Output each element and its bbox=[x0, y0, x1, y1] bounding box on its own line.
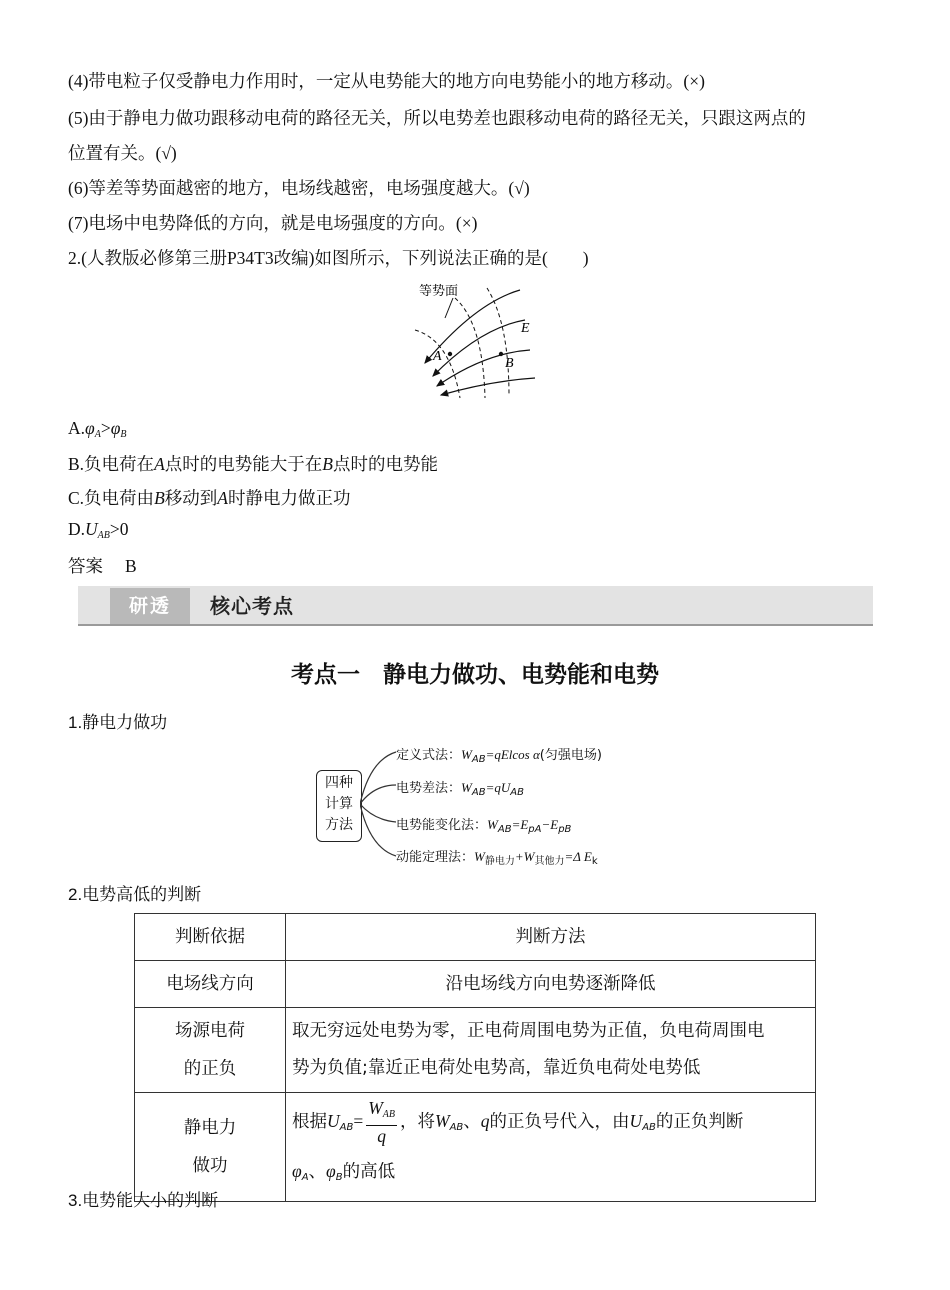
e-label: E bbox=[521, 321, 530, 336]
option-a: $A.\varphi_A>\varphi_B$ bbox=[68, 418, 127, 440]
point-a bbox=[448, 352, 452, 356]
equipotential-arc bbox=[415, 330, 460, 398]
judgment-7: (7)电场中电势降低的方向，就是电场强度的方向。(×) bbox=[68, 213, 478, 233]
equipotential-arc bbox=[487, 288, 509, 396]
potential-judgment-table bbox=[134, 913, 816, 1202]
table-cell: 静电力 做功 bbox=[135, 1093, 286, 1202]
method-1: 定义式法：$W_{AB}=qElcos$ α(匀强电场) bbox=[396, 747, 602, 765]
table-cell: 电场线方向 bbox=[135, 961, 286, 1008]
banner-title: 核心考点 bbox=[210, 594, 294, 618]
equipotential-label: 等势面 bbox=[419, 284, 459, 299]
section-title: 考点一 静电力做功、电势能和电势 bbox=[291, 662, 659, 688]
table-cell: 场源电荷 的正负 bbox=[135, 1008, 286, 1093]
table-cell: 取无穷远处电势为零，正电荷周围电势为正值，负电荷周围电 势为负值;靠近正电荷处电势高，靠近负电荷处电势低 bbox=[286, 1008, 816, 1093]
table-header: 判断依据 bbox=[135, 914, 286, 961]
equipotential-arc bbox=[455, 298, 485, 398]
judgment-5-cont: 位置有关。(√) bbox=[68, 143, 177, 163]
option-c: C.负电荷由B移动到A时静电力做正功 bbox=[68, 488, 351, 508]
judgment-6: (6)等差等势面越密的地方，电场线越密，电场强度越大。(√) bbox=[68, 178, 530, 198]
subheading-2: 2.电势高低的判断 bbox=[68, 885, 202, 904]
method-4: 动能定理法：$W_{静电力}+W_{其他力}=\Delta$ $E_k$ bbox=[396, 849, 598, 867]
judgment-5: (5)由于静电力做功跟移动电荷的路径无关，所以电势差也跟移动电荷的路径无关，只跟这两点的 bbox=[68, 108, 806, 128]
option-b: B.负电荷在A点时的电势能大于在B点时的电势能 bbox=[68, 454, 438, 474]
b-label: B bbox=[505, 356, 514, 371]
point-b bbox=[499, 352, 503, 356]
judgment-4: (4)带电粒子仅受静电力作用时，一定从电势能大的地方向电势能小的地方移动。(×) bbox=[68, 71, 705, 91]
field-line bbox=[441, 378, 535, 395]
methods-diagram bbox=[316, 740, 646, 865]
method-3: 电势能变化法：$W_{AB}=E_{pA}-E_{pB}$ bbox=[396, 817, 572, 835]
table-cell: 沿电场线方向电势逐渐降低 bbox=[286, 961, 816, 1008]
label-pointer bbox=[445, 298, 453, 318]
subheading-3: 3.电势能大小的判断 bbox=[68, 1191, 219, 1210]
equipotential-figure bbox=[405, 278, 550, 403]
method-2: 电势差法：$W_{AB}=qU_{AB}$ bbox=[396, 780, 524, 798]
option-d: $D.U_{AB}>0$ bbox=[68, 519, 129, 541]
table-header-row bbox=[135, 914, 816, 961]
table-cell: 根据$U_{AB}=$ $\frac{W_{AB}}{q}$ ，将$W_{AB}$、q的正负号代入，由$U_{AB}$的正负判断 $\varphi_A$、$\varphi_B$的高低 bbox=[286, 1093, 816, 1202]
table-row bbox=[135, 1008, 816, 1093]
table-row bbox=[135, 1093, 816, 1202]
answer: 答案 B bbox=[68, 556, 137, 576]
methods-branches bbox=[360, 740, 400, 865]
subheading-1: 1.静电力做功 bbox=[68, 713, 168, 732]
fraction: $\frac{W_{AB}}{q}$ bbox=[368, 1098, 396, 1146]
table-row bbox=[135, 961, 816, 1008]
table-header: 判断方法 bbox=[286, 914, 816, 961]
methods-box: 四种 计算 方法 bbox=[316, 770, 362, 842]
banner-tag: 研透 bbox=[110, 588, 190, 624]
a-label: A bbox=[433, 349, 442, 364]
question-2-stem: 2.(人教版必修第三册P34T3改编)如图所示，下列说法正确的是( ) bbox=[68, 248, 589, 268]
section-banner bbox=[78, 586, 873, 628]
